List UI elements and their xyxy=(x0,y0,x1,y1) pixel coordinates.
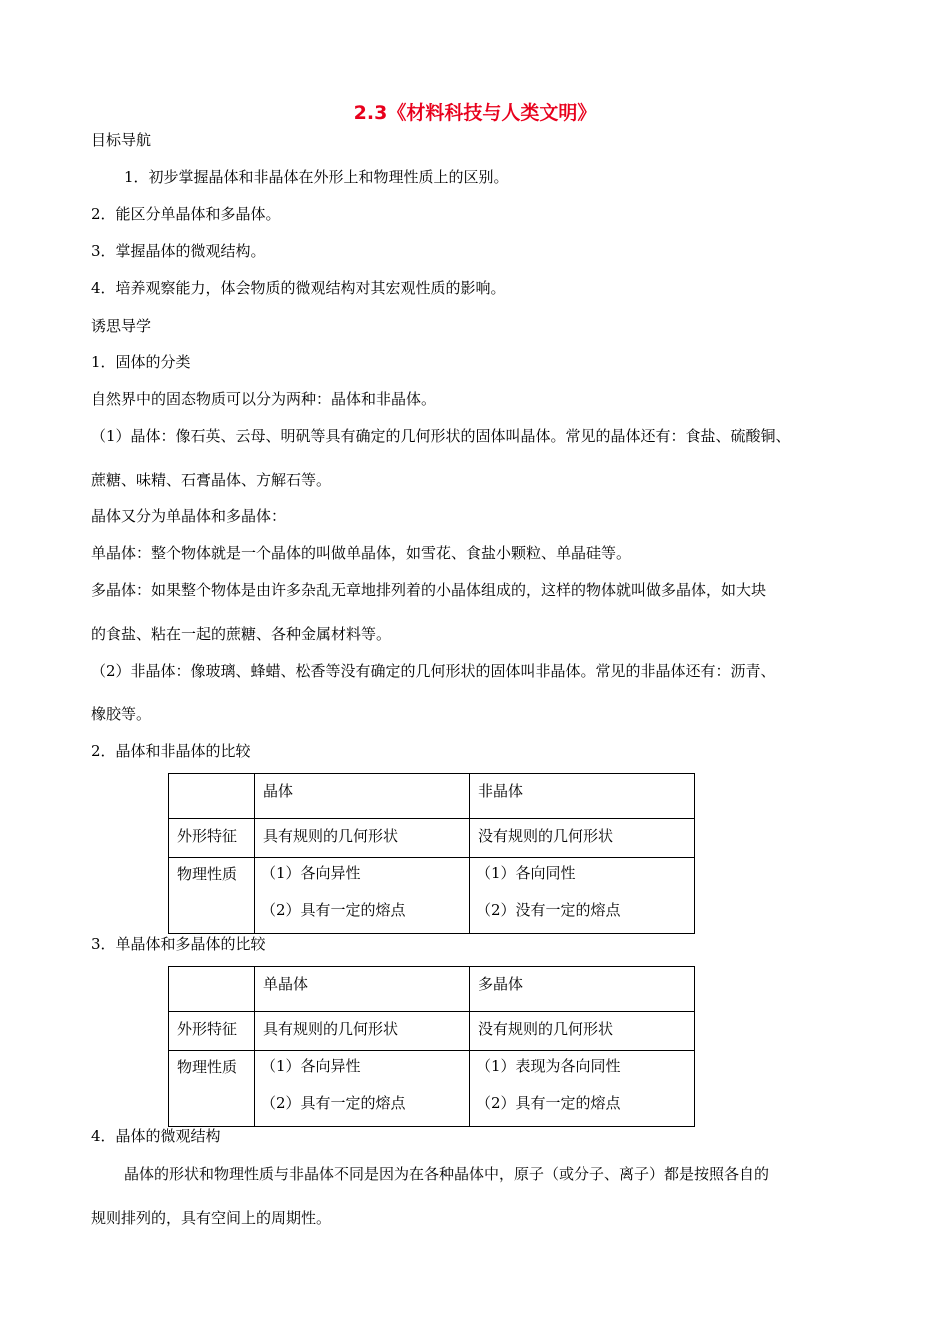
section-2-heading: 2．晶体和非晶体的比较 xyxy=(91,742,251,760)
table-row-label: 外形特征 xyxy=(169,1012,255,1051)
table-col-header: 晶体 xyxy=(255,774,470,819)
table-row-label: 物理性质 xyxy=(169,858,255,934)
section-4-heading: 4．晶体的微观结构 xyxy=(91,1127,221,1145)
crystal-vs-amorphous-table xyxy=(168,773,695,934)
table-row xyxy=(169,819,695,858)
section-1-heading: 1．固体的分类 xyxy=(91,353,191,371)
goal-item-3: 3．掌握晶体的微观结构。 xyxy=(91,242,266,260)
table-cell-line: （1）表现为各向同性 xyxy=(476,1057,621,1075)
table-cell xyxy=(255,1051,470,1127)
poly-crystal-definition-line-1: 多晶体：如果整个物体是由许多杂乱无章地排列着的小晶体组成的，这样的物体就叫做多晶体，如大块 xyxy=(91,581,767,599)
table-cell: 没有规则的几何形状 xyxy=(470,1012,695,1051)
table-header-row xyxy=(169,967,695,1012)
table-cell-line: （2）具有一定的熔点 xyxy=(476,1094,621,1112)
crystal-split-text: 晶体又分为单晶体和多晶体： xyxy=(91,507,287,525)
section-1-intro: 自然界中的固态物质可以分为两种：晶体和非晶体。 xyxy=(91,390,437,408)
table-corner-cell xyxy=(169,967,255,1012)
single-crystal-definition: 单晶体：整个物体就是一个晶体的叫做单晶体，如雪花、食盐小颗粒、单晶硅等。 xyxy=(91,544,632,562)
single-vs-poly-table xyxy=(168,966,695,1127)
table-cell-line: （1）各向异性 xyxy=(261,864,361,882)
amorphous-definition-line-1: （2）非晶体：像玻璃、蜂蜡、松香等没有确定的几何形状的固体叫非晶体。常见的非晶体还有：沥青、 xyxy=(91,662,776,680)
table-col-header: 非晶体 xyxy=(470,774,695,819)
table-col-header: 多晶体 xyxy=(470,967,695,1012)
crystal-definition-line-1: （1）晶体：像石英、云母、明矾等具有确定的几何形状的固体叫晶体。常见的晶体还有：食盐、硫酸铜、 xyxy=(91,427,791,445)
table-cell-line: （1）各向异性 xyxy=(261,1057,361,1075)
crystal-definition-line-2: 蔗糖、味精、石膏晶体、方解石等。 xyxy=(91,471,332,489)
table-cell-line: （1）各向同性 xyxy=(476,864,576,882)
table-row-label: 外形特征 xyxy=(169,819,255,858)
goal-item-2: 2．能区分单晶体和多晶体。 xyxy=(91,205,281,223)
table-row-label: 物理性质 xyxy=(169,1051,255,1127)
goals-heading: 目标导航 xyxy=(91,131,152,149)
section-4-paragraph-line-1: 晶体的形状和物理性质与非晶体不同是因为在各种晶体中，原子（或分子、离子）都是按照各自的 xyxy=(124,1165,770,1183)
table-cell xyxy=(255,858,470,934)
poly-crystal-definition-line-2: 的食盐、粘在一起的蔗糖、各种金属材料等。 xyxy=(91,625,392,643)
table-cell: 具有规则的几何形状 xyxy=(255,819,470,858)
section-3-heading: 3．单晶体和多晶体的比较 xyxy=(91,935,266,953)
table-cell: 没有规则的几何形状 xyxy=(470,819,695,858)
table-cell: 具有规则的几何形状 xyxy=(255,1012,470,1051)
section-4-paragraph-line-2: 规则排列的，具有空间上的周期性。 xyxy=(91,1209,332,1227)
table-row xyxy=(169,1012,695,1051)
table-row xyxy=(169,1051,695,1127)
table-cell-line: （2）没有一定的熔点 xyxy=(476,901,621,919)
table-row xyxy=(169,858,695,934)
table-corner-cell xyxy=(169,774,255,819)
goal-item-1: 1．初步掌握晶体和非晶体在外形上和物理性质上的区别。 xyxy=(124,168,509,186)
table-col-header: 单晶体 xyxy=(255,967,470,1012)
table-header-row xyxy=(169,774,695,819)
table-cell-line: （2）具有一定的熔点 xyxy=(261,901,406,919)
guide-heading: 诱思导学 xyxy=(91,317,152,335)
amorphous-definition-line-2: 橡胶等。 xyxy=(91,705,152,723)
goal-item-4: 4．培养观察能力，体会物质的微观结构对其宏观性质的影响。 xyxy=(91,279,506,297)
table-cell xyxy=(470,1051,695,1127)
table-cell-line: （2）具有一定的熔点 xyxy=(261,1094,406,1112)
page-title: 2.3《材料科技与人类文明》 xyxy=(353,102,597,124)
table-cell xyxy=(470,858,695,934)
